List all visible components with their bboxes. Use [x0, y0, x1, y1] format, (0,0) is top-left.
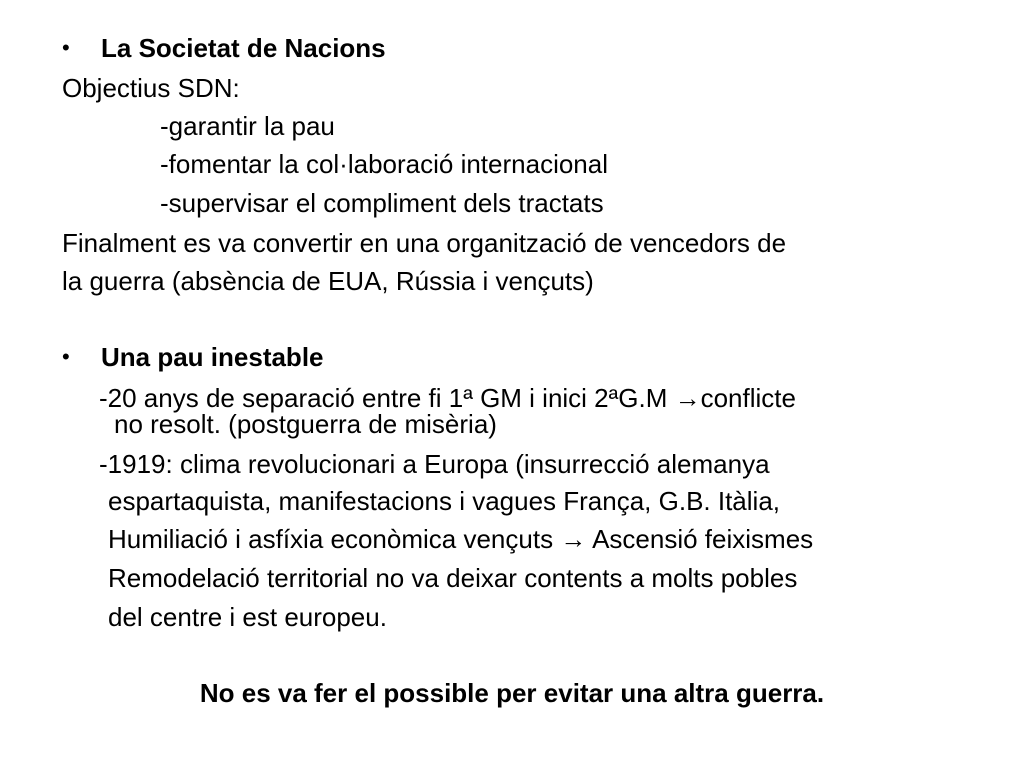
text-line: -20 anys de separació entre fi 1ª GM i inici 2ªG.M →conflicte — [99, 383, 796, 413]
conclusion-line: la guerra (absència de EUA, Rússia i vençuts) — [62, 266, 594, 296]
objectives-label: Objectius SDN: — [62, 73, 240, 103]
final-conclusion: No es va fer el possible per evitar una altra guerra. — [199, 678, 825, 708]
text-line: Humiliació i asfíxia econòmica vençuts → Ascensió feixismes — [108, 524, 814, 554]
objective-item: -supervisar el compliment dels tractats — [160, 188, 604, 218]
text-line: espartaquista, manifestacions i vagues França, G.B. Itàlia, — [108, 486, 781, 516]
bullet-marker: • — [62, 35, 70, 60]
objective-item: -fomentar la col·laboració internacional — [160, 149, 609, 179]
bullet-marker: • — [62, 344, 70, 369]
section-heading-societat-nacions: La Societat de Nacions — [101, 33, 386, 63]
text-line: del centre i est europeu. — [108, 602, 387, 632]
conclusion-line: Finalment es va convertir en una organització de vencedors de — [62, 228, 787, 258]
objective-item: -garantir la pau — [160, 111, 335, 141]
text-line: Remodelació territorial no va deixar contents a molts pobles — [108, 563, 798, 593]
text-line: -1919: clima revolucionari a Europa (insurrecció alemanya — [99, 449, 770, 479]
section-heading-pau-inestable: Una pau inestable — [101, 342, 324, 372]
text-line: no resolt. (postguerra de misèria) — [114, 409, 497, 439]
